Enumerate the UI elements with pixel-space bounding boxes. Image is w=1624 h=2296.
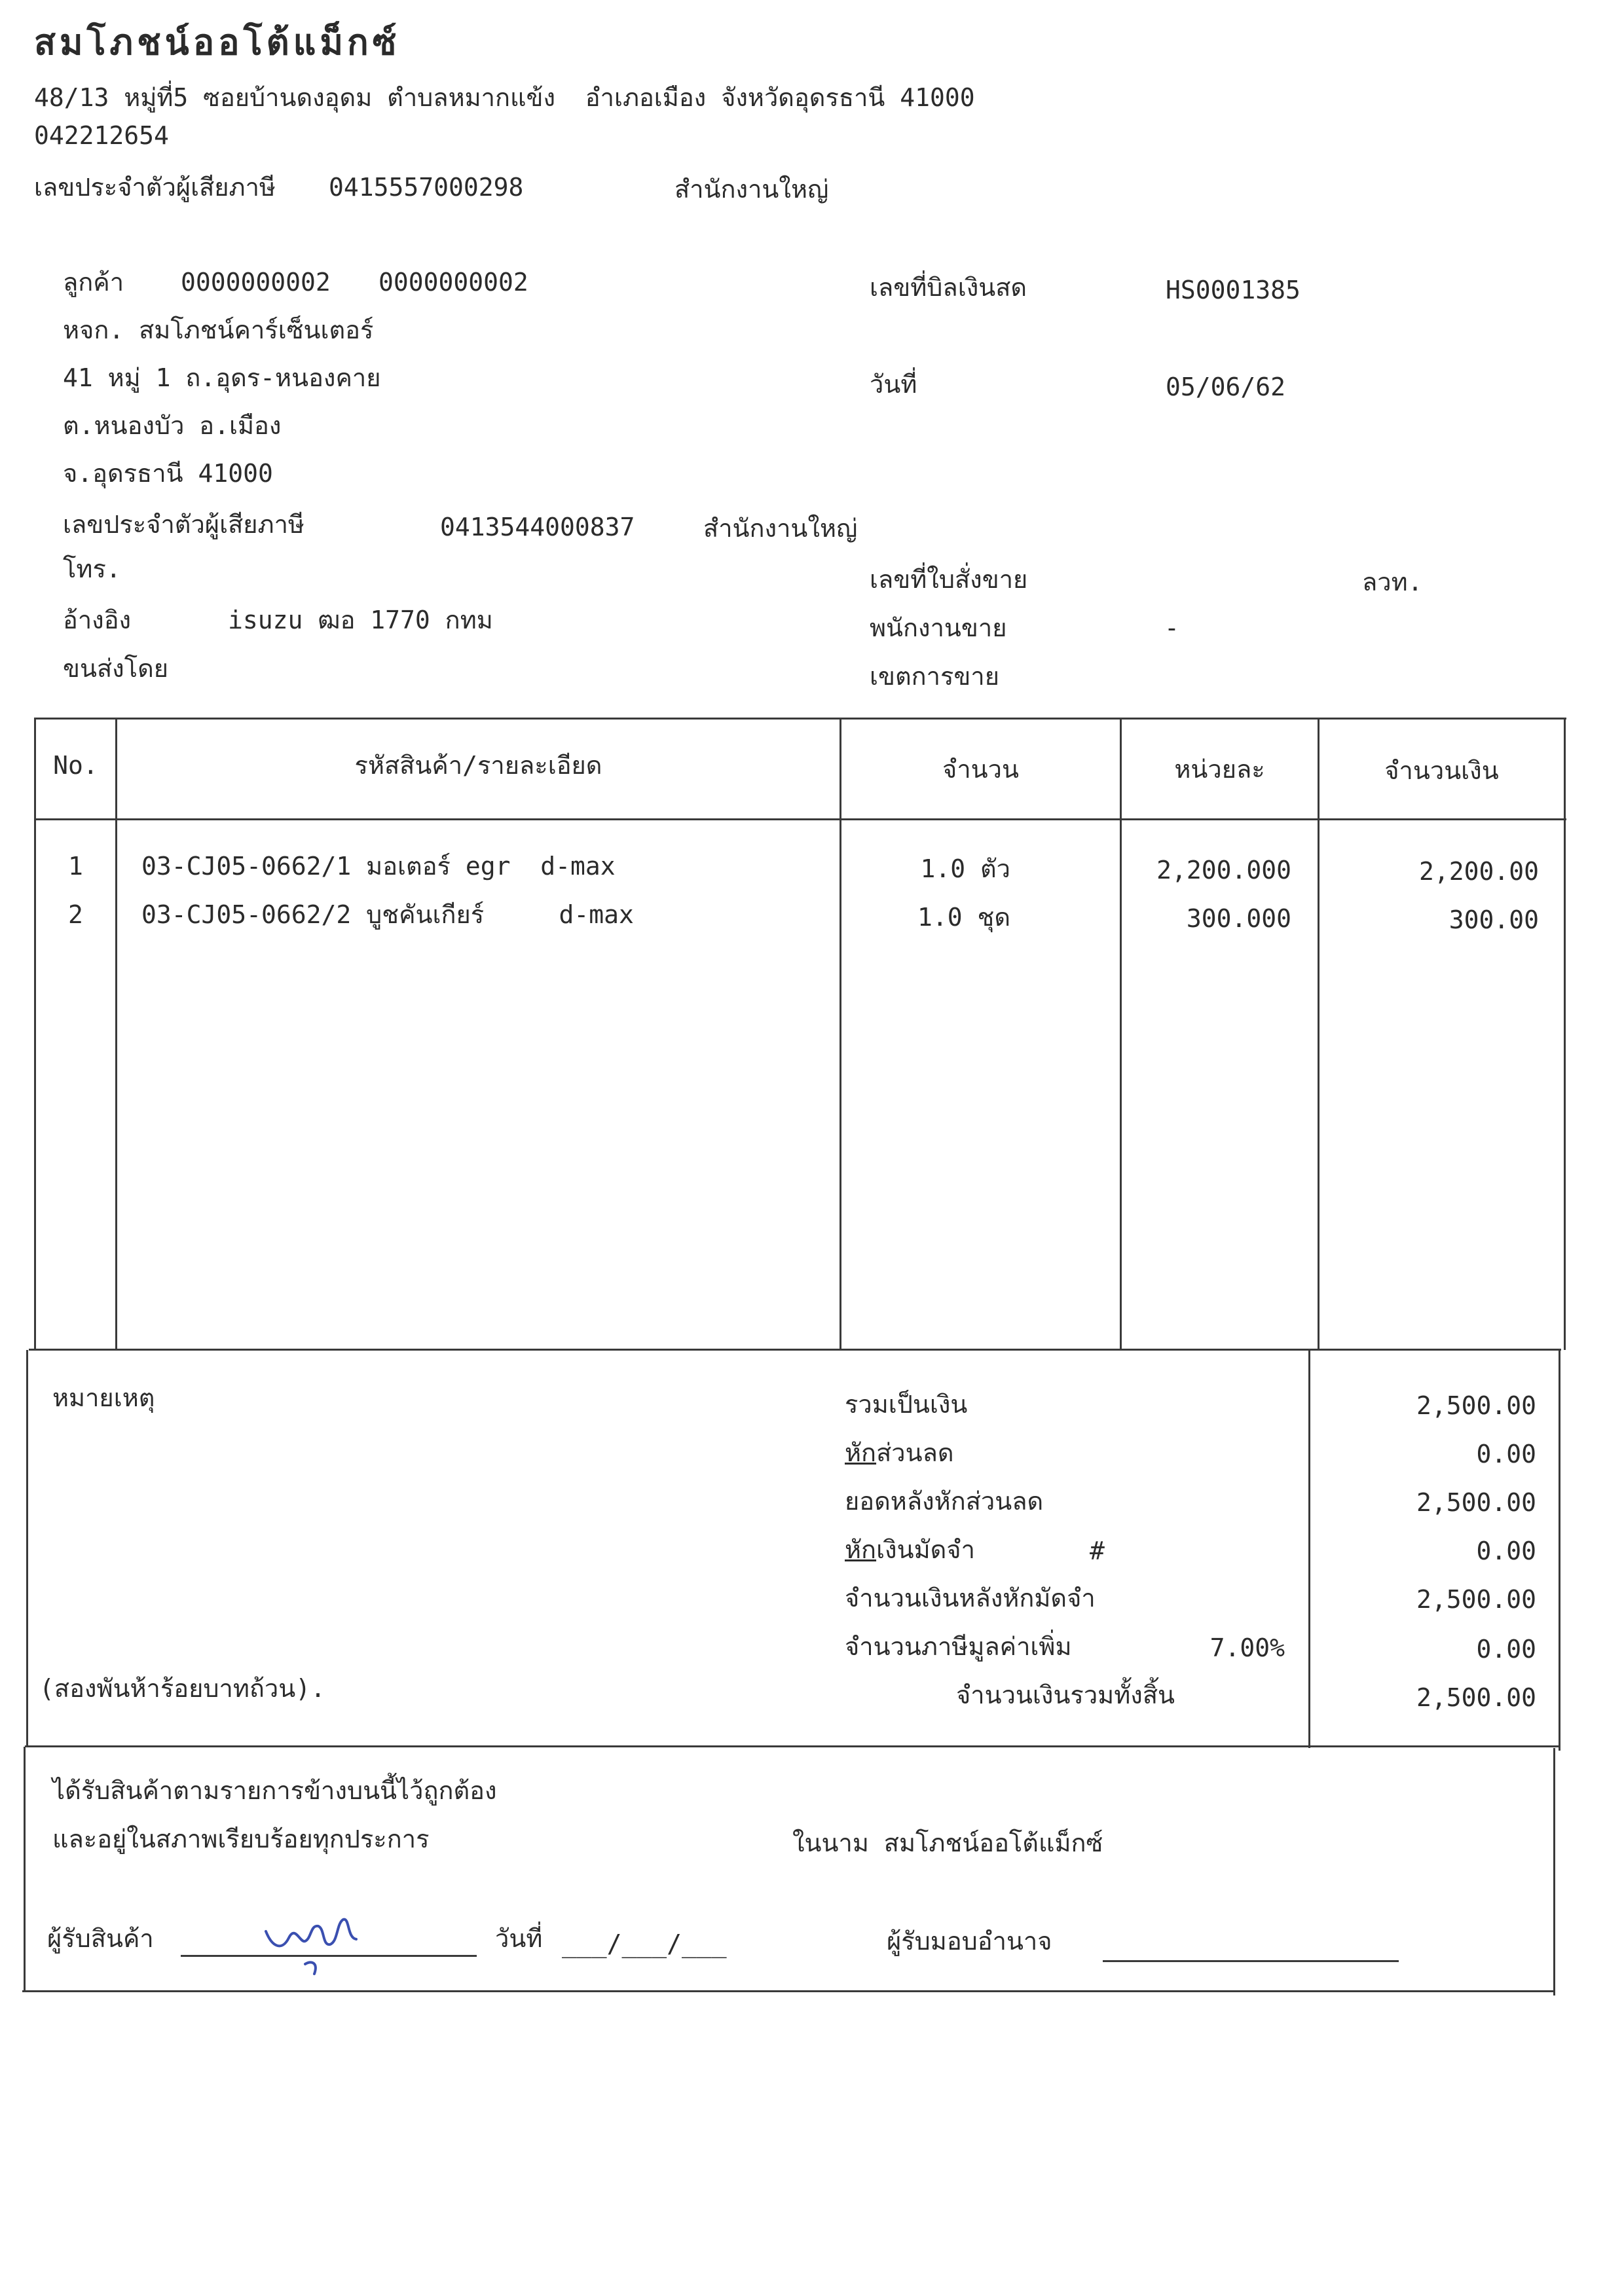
customer-address-1: 41 หมู่ 1 ถ.อุดร-หนองคาย [63, 363, 381, 392]
company-phone: 042212654 [34, 121, 169, 150]
received-statement-2: และอยู่ในสภาพเรียบร้อยทุกประการ [52, 1825, 430, 1853]
customer-tax-id: 0413544000837 [440, 513, 635, 541]
order-number-value: ลวท. [1362, 568, 1423, 596]
col-header-amount: จำนวนเงิน [1384, 756, 1499, 785]
row-unit-price: 300.000 [1186, 904, 1291, 933]
customer-code-2: 0000000002 [378, 268, 528, 297]
salesperson-label: พนักงานขาย [870, 613, 1007, 642]
customer-name: หจก. สมโภชน์คาร์เซ็นเตอร์ [63, 316, 374, 344]
after-deposit-value: 2,500.00 [1416, 1585, 1536, 1614]
subtotal-value: 2,500.00 [1416, 1391, 1536, 1420]
received-statement-1: ได้รับสินค้าตามรายการข้างบนนี้ไว้ถูกต้อง [52, 1776, 497, 1805]
on-behalf-text: ในนาม สมโภชน์ออโต้แม็กซ์ [792, 1829, 1103, 1857]
col-header-unit-price: หน่วยละ [1174, 755, 1265, 784]
deposit-hash: # [1090, 1537, 1105, 1565]
receive-date-label: วันที่ [495, 1924, 543, 1953]
discount-prefix: หัก [845, 1438, 877, 1467]
invoice-date-label: วันที่ [870, 370, 917, 399]
row-quantity: 1.0 ชุด [917, 903, 1010, 932]
row-description: 03-CJ05-0662/1 มอเตอร์ egr d-max [141, 852, 616, 881]
receiver-label: ผู้รับสินค้า [47, 1924, 154, 1953]
receive-date-blank: ___/___/___ [562, 1929, 727, 1958]
customer-code: 0000000002 [181, 268, 331, 297]
col-header-quantity: จำนวน [942, 755, 1019, 784]
grand-total-label: จำนวนเงินรวมทั้งสิ้น [956, 1681, 1175, 1709]
company-branch: สำนักงานใหญ่ [674, 175, 829, 204]
customer-ref-label: อ้างอิง [63, 606, 132, 634]
company-tax-id: 0415557000298 [329, 173, 524, 202]
deposit-label [845, 1537, 975, 1562]
salesperson-value: - [1164, 613, 1179, 642]
row-no: 2 [68, 900, 83, 929]
row-no: 1 [68, 852, 83, 881]
vat-rate: 7.00% [1209, 1633, 1285, 1662]
discount-label [845, 1440, 954, 1465]
row-amount: 300.00 [1449, 905, 1539, 934]
after-discount-label: ยอดหลังหักส่วนลด [845, 1487, 1044, 1516]
row-unit-price: 2,200.000 [1156, 856, 1291, 884]
vat-value: 0.00 [1476, 1635, 1536, 1664]
invoice-date: 05/06/62 [1166, 373, 1286, 401]
row-quantity: 1.0 ตัว [920, 854, 1010, 883]
row-amount: 2,200.00 [1418, 857, 1539, 886]
authorized-signature-line [1103, 1960, 1399, 1962]
company-address: 48/13 หมู่ที่5 ซอยบ้านดงอุดม ตำบลหมากแข้ง อำเภอเมือง จังหวัดอุดรธานี 41000 [34, 83, 975, 112]
customer-ref-value: isuzu ฒอ 1770 กทม [228, 606, 493, 634]
amount-in-words: (สองพันห้าร้อยบาทถ้วน). [39, 1674, 325, 1703]
remark-label: หมายเหตุ [52, 1383, 155, 1412]
receiver-signature [259, 1912, 371, 1984]
sales-zone-label: เขตการขาย [870, 662, 999, 691]
deposit-prefix: หัก [845, 1535, 877, 1564]
discount-label-text: ส่วนลด [876, 1438, 954, 1467]
subtotal-label: รวมเป็นเงิน [845, 1390, 968, 1419]
col-header-no: No. [53, 751, 98, 780]
customer-tax-label: เลขประจำตัวผู้เสียภาษี [63, 510, 304, 539]
authorized-label: ผู้รับมอบอำนาจ [887, 1927, 1052, 1956]
customer-address-2: ต.หนองบัว อ.เมือง [63, 411, 282, 440]
invoice-number-label: เลขที่บิลเงินสด [870, 273, 1027, 302]
discount-value: 0.00 [1476, 1440, 1536, 1468]
customer-address-3: จ.อุดรธานี 41000 [63, 459, 273, 488]
company-tax-label: เลขประจำตัวผู้เสียภาษี [34, 173, 276, 202]
customer-branch: สำนักงานใหญ่ [703, 514, 858, 543]
vat-label: จำนวนภาษีมูลค่าเพิ่ม [845, 1632, 1072, 1661]
grand-total-value: 2,500.00 [1416, 1683, 1536, 1712]
invoice-number: HS0001385 [1166, 276, 1301, 304]
customer-label: ลูกค้า [63, 268, 124, 297]
customer-phone-label: โทร. [63, 555, 121, 583]
customer-ship-label: ขนส่งโดย [63, 654, 169, 683]
deposit-label-text: เงินมัดจำ [876, 1535, 975, 1564]
order-number-label: เลขที่ใบสั่งขาย [870, 565, 1028, 594]
deposit-value: 0.00 [1476, 1537, 1536, 1565]
after-discount-value: 2,500.00 [1416, 1488, 1536, 1517]
row-description: 03-CJ05-0662/2 บูชคันเกียร์ d-max [141, 900, 634, 929]
company-name: สมโภชน์ออโต้แม็กซ์ [34, 22, 401, 63]
col-header-description: รหัสสินค้า/รายละเอียด [354, 751, 602, 780]
after-deposit-label: จำนวนเงินหลังหักมัดจำ [845, 1584, 1096, 1613]
